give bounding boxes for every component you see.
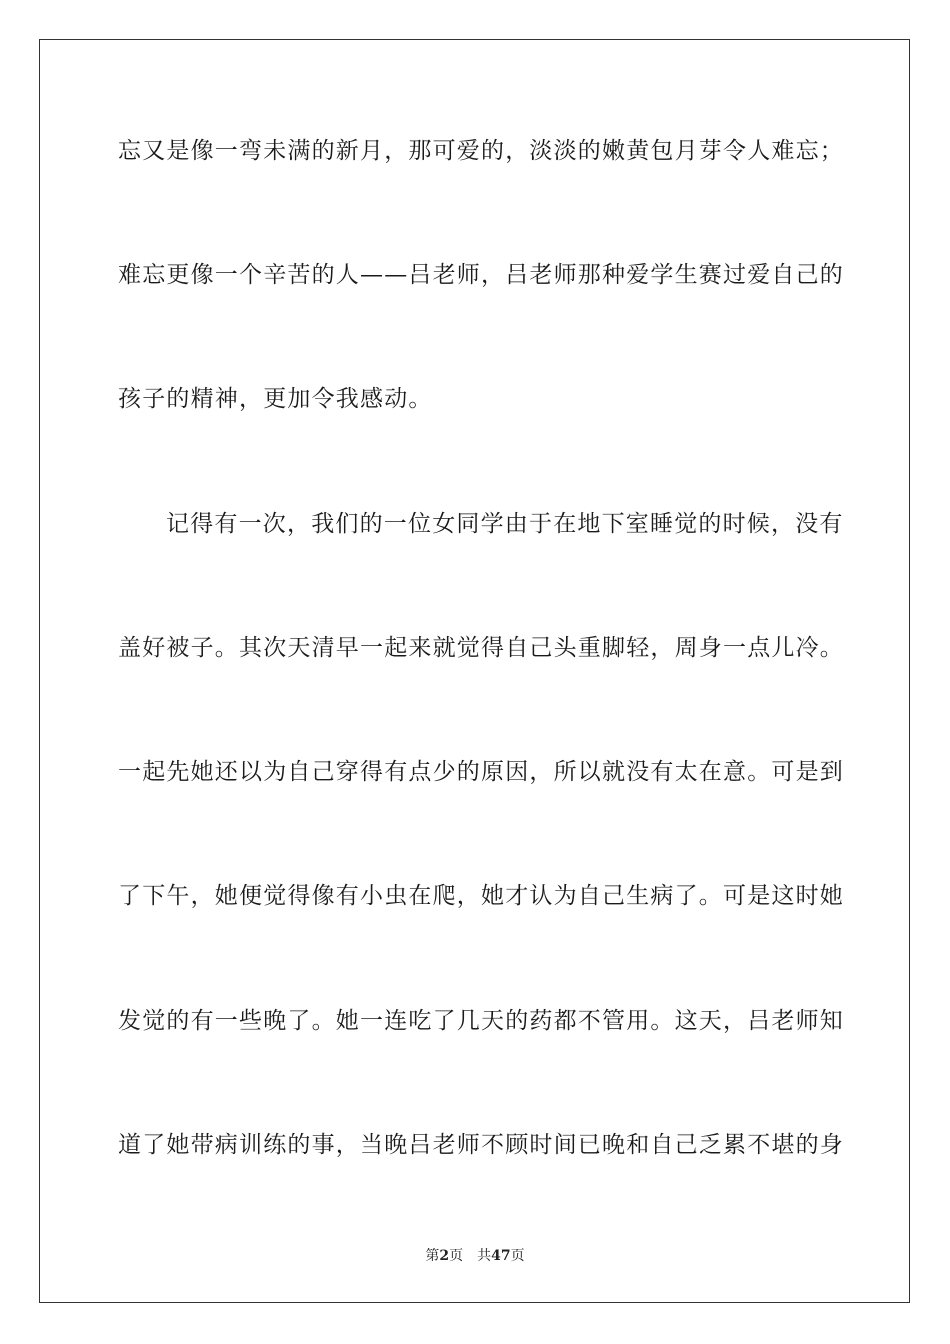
text-line: 难忘更像一个辛苦的人——吕老师，吕老师那种爱学生赛过爱自己的 xyxy=(118,262,844,288)
text-line: 一起先她还以为自己穿得有点少的原因，所以就没有太在意。可是到 xyxy=(118,759,844,785)
text-line: 忘又是像一弯未满的新月，那可爱的，淡淡的嫩黄包月芽令人难忘； xyxy=(118,138,844,164)
total-suffix: 页 xyxy=(510,1248,525,1264)
text-line: 盖好被子。其次天清早一起来就觉得自己头重脚轻，周身一点儿冷。 xyxy=(118,635,844,661)
page-footer xyxy=(0,1247,950,1265)
total-prefix: 共 xyxy=(477,1248,492,1264)
page-prefix: 第 xyxy=(425,1248,440,1264)
text-line: 了下午，她便觉得像有小虫在爬，她才认为自己生病了。可是这时她 xyxy=(118,883,844,909)
page-number: 2 xyxy=(439,1248,450,1264)
text-line: 发觉的有一些晚了。她一连吃了几天的药都不管用。这天，吕老师知 xyxy=(118,1008,844,1034)
text-line: 道了她带病训练的事，当晚吕老师不顾时间已晚和自己乏累不堪的身 xyxy=(118,1132,844,1158)
page-border xyxy=(39,39,910,1303)
text-line: 孩子的精神，更加令我感动。 xyxy=(118,386,433,412)
paragraph-first-line: 记得有一次，我们的一位女同学由于在地下室睡觉的时候，没有 xyxy=(166,511,844,537)
total-pages: 47 xyxy=(491,1248,511,1264)
page-suffix: 页 xyxy=(449,1248,464,1264)
